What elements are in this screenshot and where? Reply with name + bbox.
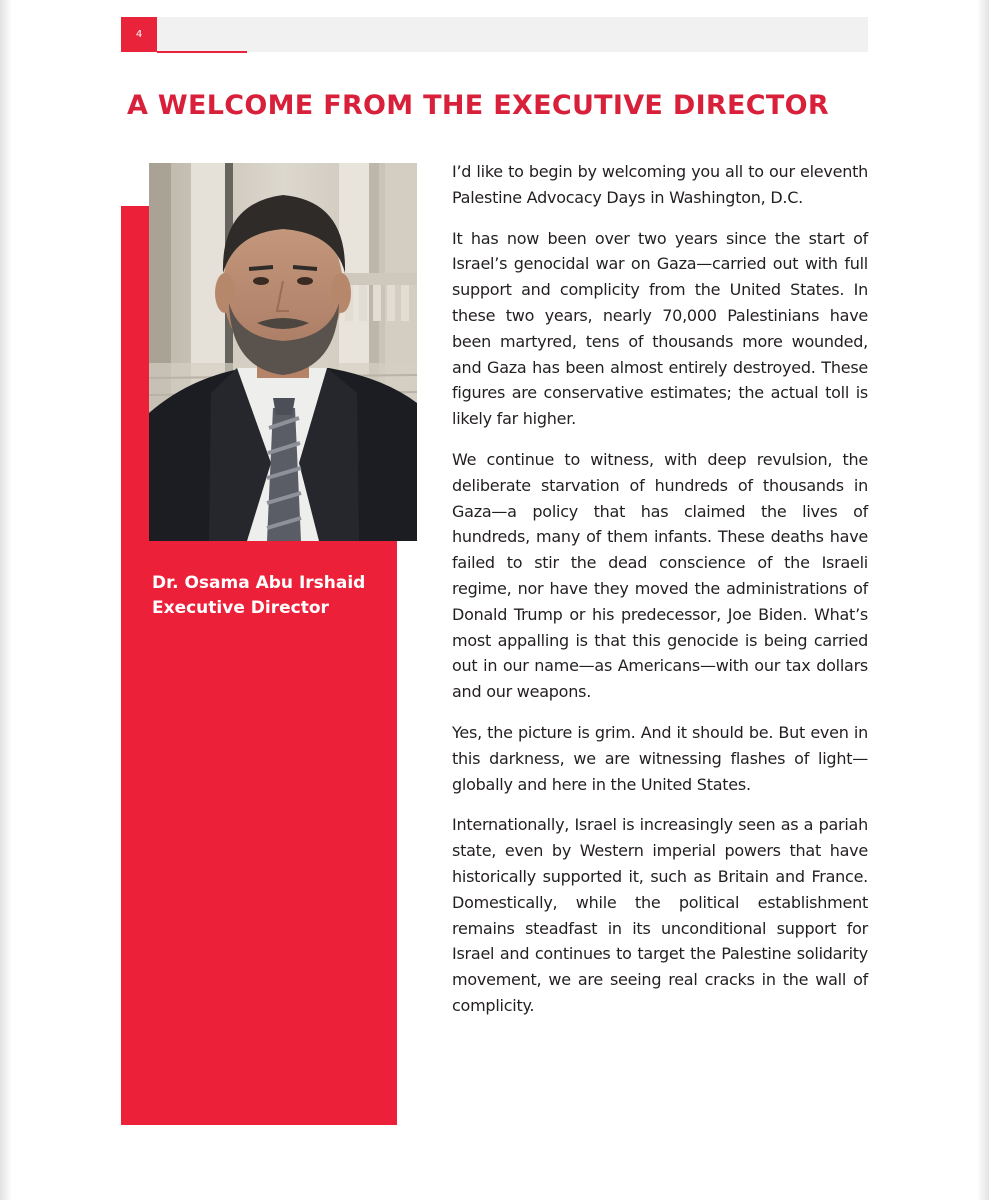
caption-name: Dr. Osama Abu Irshaid — [152, 573, 366, 593]
photo-caption — [152, 571, 392, 621]
paragraph: I’d like to begin by welcoming you all to our eleventh Palestine Advocacy Days in Washington, D.C. — [452, 162, 868, 207]
page-header-bar — [121, 17, 868, 52]
page-number: 4 — [121, 17, 157, 52]
header-underline — [157, 51, 247, 53]
page-edge-left — [0, 0, 12, 1200]
page-title: A WELCOME FROM THE EXECUTIVE DIRECTOR — [127, 90, 829, 121]
paragraph: Internationally, Israel is increasingly seen as a pariah state, even by Western imperial powers that have historically supported it, such as Britain and France. Domestically, while the political establishment remains steadfast in its unconditional support for Israel and continues to target the Palestine solidarity movement, we are seeing real cracks in the wall of complicity. — [452, 815, 868, 1015]
paragraph: We continue to witness, with deep revulsion, the deliberate starvation of hundreds of thousands in Gaza—a policy that has claimed the lives of hundreds, many of them infants. These deaths have failed to stir the dead conscience of the Israeli regime, nor have they moved the administrations of Donald Trump or his predecessor, Joe Biden. What’s most appalling is that this genocide is being carried out in our name—as Americans—with our tax dollars and our weapons. — [452, 449, 868, 702]
executive-director-photo — [149, 163, 417, 541]
page-edge-right — [977, 0, 989, 1200]
paragraph: Yes, the picture is grim. And it should be. But even in this darkness, we are witnessing flashes of light—globally and here in the United States. — [452, 722, 868, 794]
caption-role: Executive Director — [152, 598, 329, 618]
paragraph: It has now been over two years since the start of Israel’s genocidal war on Gaza—carried out with full support and complicity from the United States. In these two years, nearly 70,000 Palestinians have been martyred, tens of thousands more wounded, and Gaza has been almost entirely destroyed. These figures are conservative estimates; the actual toll is likely far higher. — [452, 228, 868, 429]
welcome-letter-body — [452, 159, 868, 1034]
